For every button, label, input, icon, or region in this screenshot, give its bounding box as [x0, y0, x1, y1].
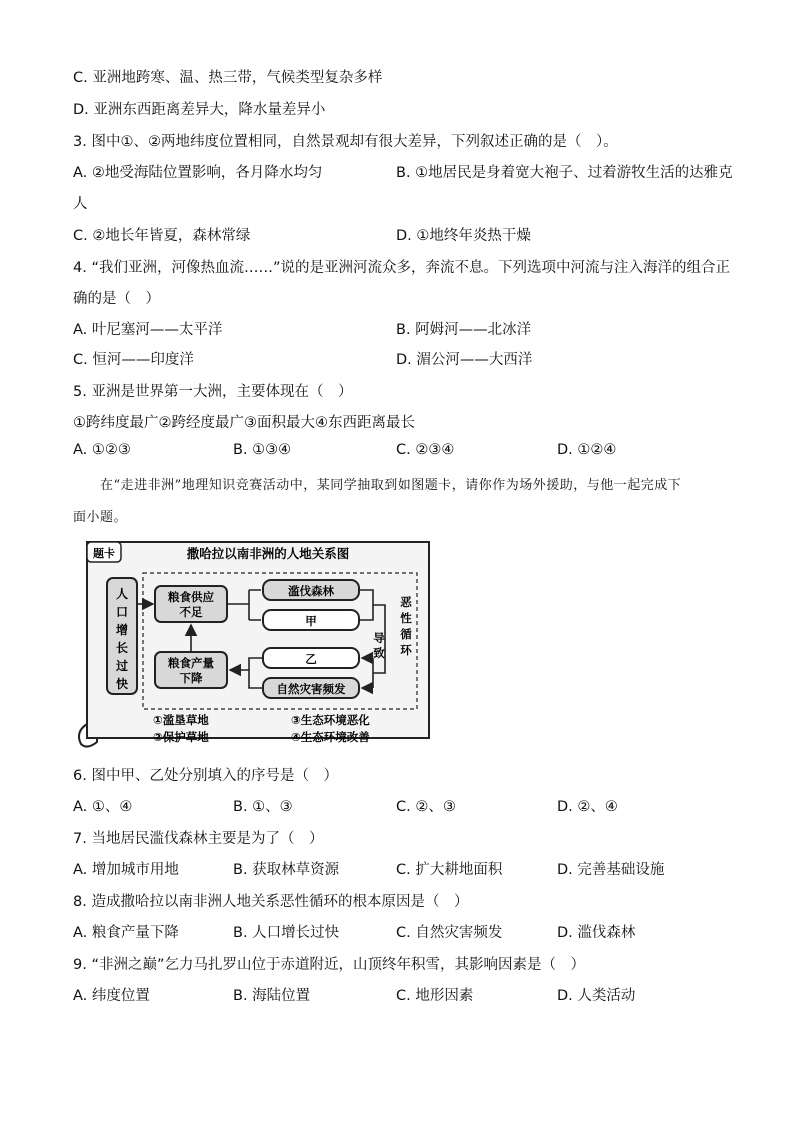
q4-stem-line1: 4. “我们亚洲，河像热血流……”说的是亚洲河流众多，奔流不息。下列选项中河流与注入海洋的组合正	[73, 260, 730, 276]
q2-option-c: C. 亚洲地跨寒、温、热三带，气候类型复杂多样	[73, 70, 383, 86]
q8-option-a: A. 粮食产量下降	[73, 925, 179, 941]
q3-option-b: B. ①地居民是身着宽大袍子、过着游牧生活的达雅克	[396, 165, 733, 181]
q3-option-b-continued: 人	[73, 196, 88, 212]
q6-option-d: D. ②、④	[557, 799, 618, 815]
disaster-label: 自然灾害频发	[276, 682, 346, 696]
cycle-char-1: 恶	[400, 595, 412, 609]
lead-char-1: 导	[373, 631, 385, 645]
q9-option-b: B. 海陆位置	[233, 988, 311, 1004]
legend-3: ③生态环境恶化	[291, 713, 370, 727]
q7-option-a: A. 增加城市用地	[73, 862, 179, 878]
population-char-4: 长	[115, 641, 129, 655]
population-char-3: 增	[115, 623, 129, 637]
population-char-6: 快	[115, 677, 129, 691]
q9-option-d: D. 人类活动	[557, 988, 636, 1004]
q5-stem: 5. 亚洲是世界第一大洲，主要体现在（ ）	[73, 384, 353, 400]
q4-option-b: B. 阿姆河——北冰洋	[396, 322, 532, 338]
intro-line1: 在“走进非洲”地理知识竞赛活动中，某同学抽取到如图题卡，请你作为场外援助，与他一起完成下	[100, 478, 682, 493]
q6-option-a: A. ①、④	[73, 799, 133, 815]
q7-option-d: D. 完善基础设施	[557, 862, 665, 878]
food-output-line2: 下降	[179, 671, 203, 685]
q9-option-a: A. 纬度位置	[73, 988, 150, 1004]
food-output-line1: 粮食产量	[168, 656, 214, 670]
q5-option-a: A. ①②③	[73, 442, 131, 458]
q9-option-c: C. 地形因素	[396, 988, 474, 1004]
q8-option-c: C. 自然灾害频发	[396, 925, 503, 941]
q2-option-d: D. 亚洲东西距离差异大，降水量差异小	[73, 102, 326, 118]
population-char-1: 人	[115, 587, 129, 601]
population-char-5: 过	[115, 659, 129, 673]
food-supply-line1: 粮食供应	[168, 590, 214, 604]
legend-2: ②保护草地	[153, 730, 209, 744]
q5-option-c: C. ②③④	[396, 442, 455, 458]
q5-items: ①跨纬度最广②跨经度最广③面积最大④东西距离最长	[73, 415, 415, 431]
q5-option-b: B. ①③④	[233, 442, 292, 458]
intro-line2: 面小题。	[73, 510, 128, 525]
q3-option-d: D. ①地终年炎热干燥	[396, 228, 531, 244]
lead-char-2: 致	[373, 646, 385, 660]
q8-stem: 8. 造成撒哈拉以南非洲人地关系恶性循环的根本原因是（ ）	[73, 894, 469, 910]
q6-option-b: B. ①、③	[233, 799, 293, 815]
q8-option-d: D. 滥伐森林	[557, 925, 636, 941]
cycle-char-2: 性	[400, 611, 412, 625]
human-land-relationship-diagram	[73, 538, 433, 750]
diagram-svg	[73, 538, 433, 750]
card-tag: 题卡	[93, 547, 115, 560]
q3-option-c: C. ②地长年皆夏，森林常绿	[73, 228, 251, 244]
q4-option-c: C. 恒河——印度洋	[73, 352, 194, 368]
q6-option-c: C. ②、③	[396, 799, 456, 815]
q3-option-a: A. ②地受海陆位置影响，各月降水均匀	[73, 165, 323, 181]
q4-option-d: D. 湄公河——大西洋	[396, 352, 533, 368]
deforest-label: 滥伐森林	[288, 584, 334, 598]
q3-stem: 3. 图中①、②两地纬度位置相同，自然景观却有很大差异，下列叙述正确的是（ ）。	[73, 134, 618, 150]
q7-stem: 7. 当地居民滥伐森林主要是为了（ ）	[73, 831, 324, 847]
q7-option-b: B. 获取林草资源	[233, 862, 340, 878]
legend-1: ①滥垦草地	[153, 713, 209, 727]
cycle-char-4: 环	[400, 643, 412, 657]
diagram-title: 撒哈拉以南非洲的人地关系图	[186, 546, 350, 561]
q9-stem: 9. “非洲之巅”乞力马扎罗山位于赤道附近，山顶终年积雪，其影响因素是（ ）	[73, 957, 585, 973]
q8-option-b: B. 人口增长过快	[233, 925, 340, 941]
food-supply-line2: 不足	[179, 605, 203, 619]
q6-stem: 6. 图中甲、乙处分别填入的序号是（ ）	[73, 768, 338, 784]
jia-label: 甲	[305, 614, 317, 628]
legend-4: ④生态环境改善	[291, 730, 370, 744]
q4-option-a: A. 叶尼塞河——太平洋	[73, 322, 223, 338]
q4-stem-line2: 确的是（ ）	[73, 291, 160, 307]
q7-option-c: C. 扩大耕地面积	[396, 862, 503, 878]
population-char-2: 口	[115, 605, 129, 619]
yi-label: 乙	[305, 652, 317, 666]
cycle-char-3: 循	[400, 627, 412, 641]
q5-option-d: D. ①②④	[557, 442, 617, 458]
